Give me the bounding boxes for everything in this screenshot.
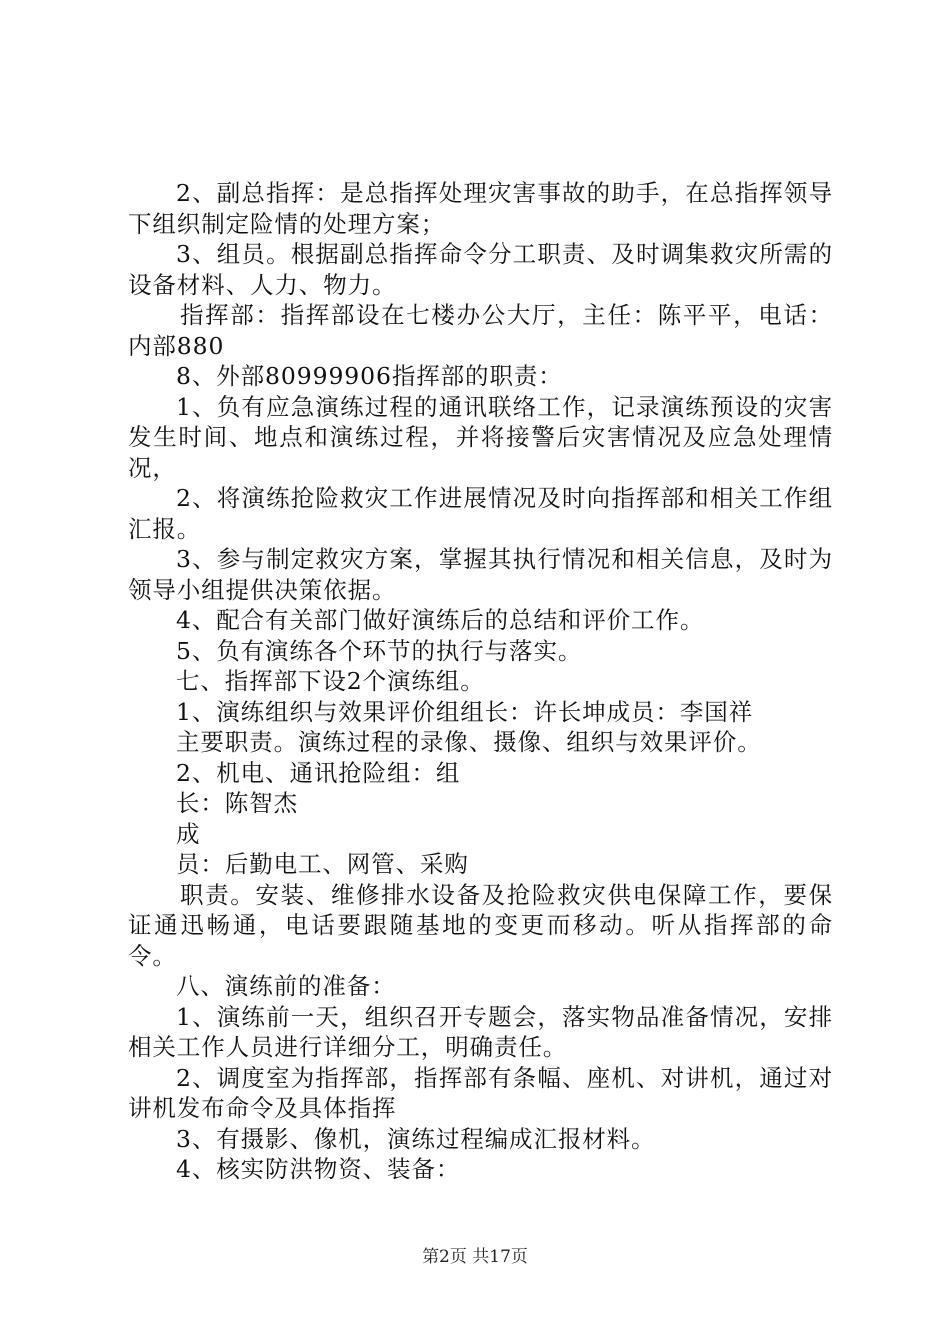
paragraph: 成: [176, 819, 201, 848]
paragraph: 5、负有演练各个环节的执行与落实。: [176, 636, 583, 665]
paragraph: 4、配合有关部门做好演练后的总结和评价工作。: [176, 606, 705, 634]
paragraph: 3、组员。根据副总指挥命令分工职责、及时调集救灾所需的设备材料、人力、物力。: [128, 240, 833, 299]
section-heading: 八、演练前的准备：: [176, 972, 396, 1000]
paragraph: 1、负有应急演练过程的通讯联络工作，记录演练预设的灾害发生时间、地点和演练过程，并将接警后灾害情况及应急处理情况，: [128, 392, 833, 482]
paragraph: 员：后勤电工、网管、采购: [176, 850, 469, 878]
paragraph: 2、副总指挥：是总指挥处理灾害事故的助手，在总指挥领导下组织制定险情的处理方案；: [128, 179, 833, 238]
paragraph: 3、有摄影、像机，演练过程编成汇报材料。: [176, 1124, 656, 1153]
paragraph: 主要职责。演练过程的录像、摄像、组织与效果评价。: [176, 728, 762, 756]
paragraph: 指挥部：指挥部设在七楼办公大厅，主任：陈平平，电话：内部880: [128, 301, 833, 360]
section-heading: 七、指挥部下设2个演练组。: [176, 667, 485, 695]
paragraph: 1、演练前一天，组织召开专题会，落实物品准备情况，安排相关工作人员进行详细分工，明确责任。: [128, 1002, 833, 1061]
paragraph: 2、机电、通讯抢险组：组: [176, 758, 461, 787]
paragraph: 2、调度室为指挥部，指挥部有条幅、座机、对讲机，通过对讲机发布命令及具体指挥: [128, 1063, 833, 1122]
document-body: [128, 178, 833, 1185]
paragraph: 1、演练组织与效果评价组组长：许长坤成员：李国祥: [176, 697, 754, 726]
paragraph: 4、核实防洪物资、装备：: [176, 1155, 461, 1183]
paragraph: 2、将演练抢险救灾工作进展情况及时向指挥部和相关工作组汇报。: [128, 484, 833, 543]
paragraph: 职责。安装、维修排水设备及抢险救灾供电保障工作，要保证通迅畅通，电话要跟随基地的变更而移动。听从指挥部的命令。: [128, 880, 833, 970]
paragraph: 3、参与制定救灾方案，掌握其执行情况和相关信息，及时为领导小组提供决策依据。: [128, 545, 833, 604]
paragraph: 长：陈智杰: [176, 789, 298, 817]
paragraph: 8、外部80999906指挥部的职责：: [176, 362, 563, 390]
page-footer: 第2页 共17页: [422, 1247, 528, 1267]
